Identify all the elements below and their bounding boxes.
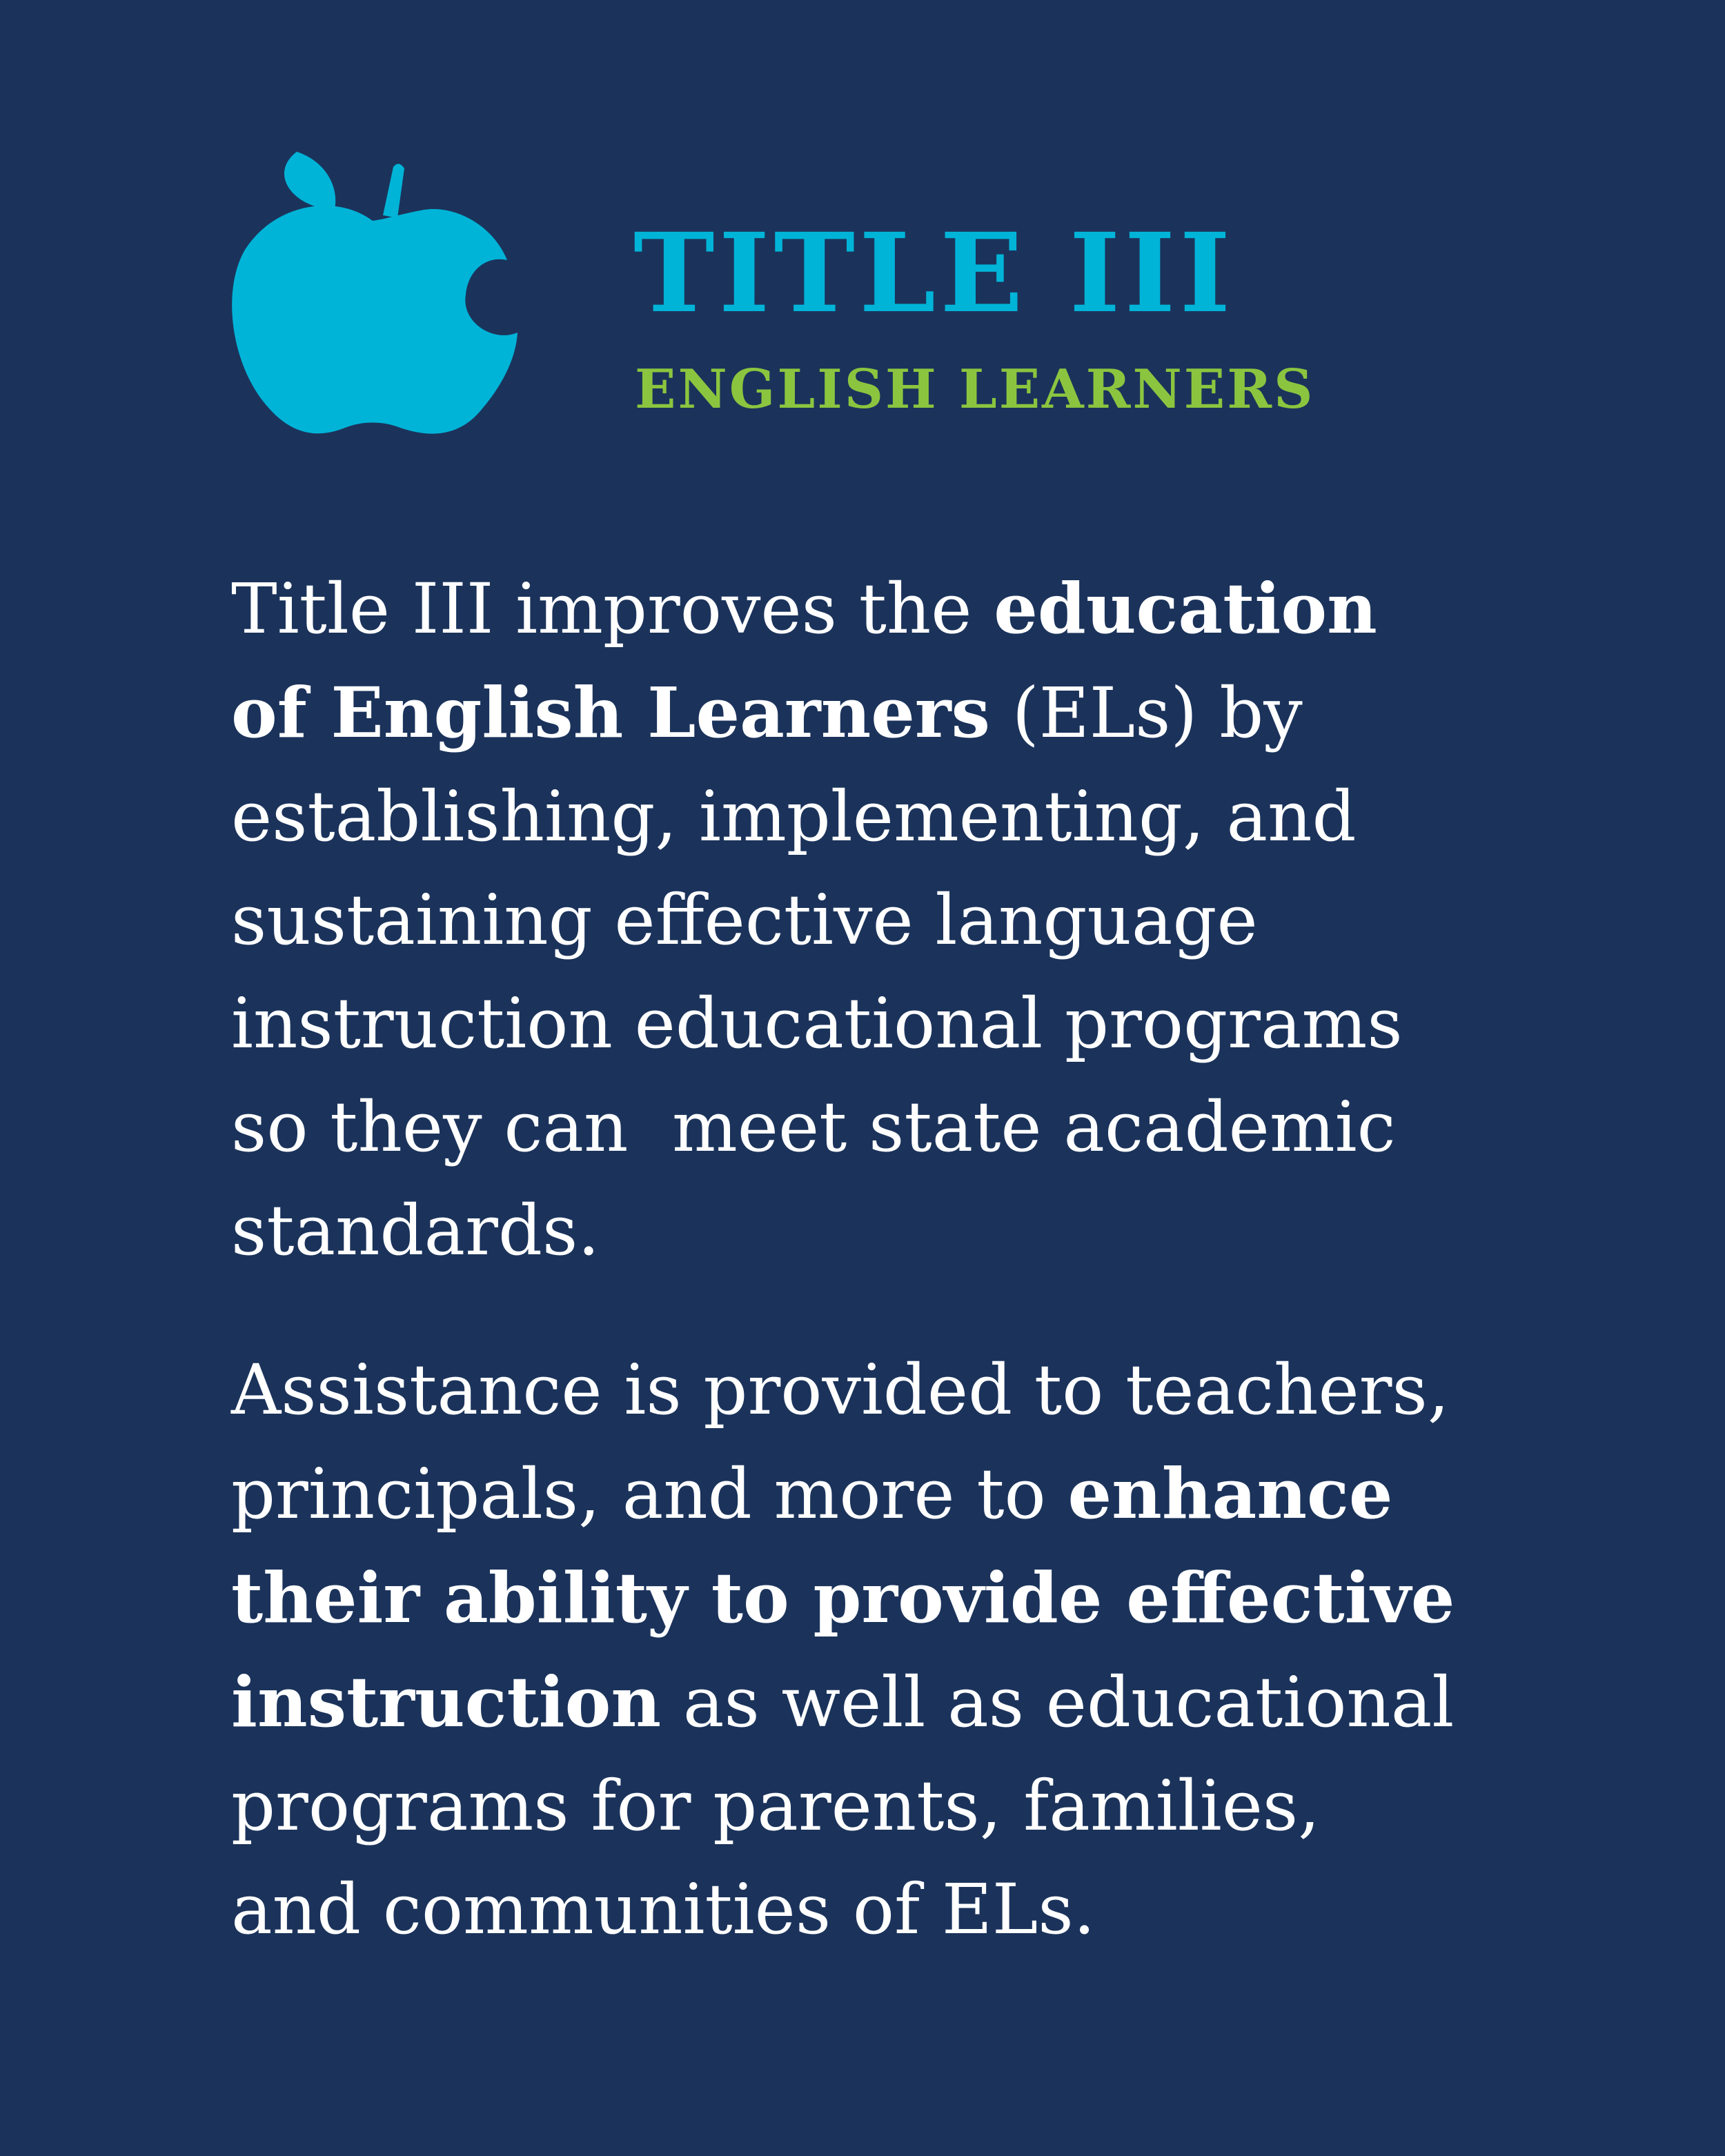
apple-icon [228,146,518,443]
text-line: programs for parents, families, [231,1766,1320,1846]
text-line: instruction educational programs [231,983,1403,1064]
text-line: establishing, implementing, and [231,776,1357,857]
text-line: and communities of ELs. [231,1869,1096,1950]
bold-text-span: instruction [231,1661,662,1743]
text-span: as well as educational [661,1662,1455,1743]
apple-leaf [284,152,335,210]
text-span: principals, and more to [231,1454,1068,1534]
text-line: Assistance is provided to teachers, [231,1349,1450,1430]
text-line [231,1650,1611,1754]
text-line [231,557,1611,661]
text-line [231,661,1611,765]
page-subtitle: ENGLISH LEARNERS [635,358,1315,421]
text-span: (ELs) by [989,673,1303,753]
bold-text-span: enhance [1067,1453,1393,1534]
text-line [231,1442,1611,1546]
text-line [231,1546,1611,1650]
text-span: Title III improves the [231,568,994,649]
text-line: sustaining effective language [231,880,1258,960]
text-line: standards. [231,1190,600,1271]
bold-text-span: of English Learners [231,672,990,753]
bold-text-span: education [994,568,1377,649]
intro-paragraph [231,557,1611,1283]
apple-body [232,206,518,433]
assistance-paragraph [231,1338,1611,1961]
bold-text-span: their ability to provide effective [231,1557,1455,1639]
apple-stem [383,164,404,218]
text-line: so they can meet state academic [231,1087,1396,1167]
page-title: TITLE III [633,210,1235,337]
